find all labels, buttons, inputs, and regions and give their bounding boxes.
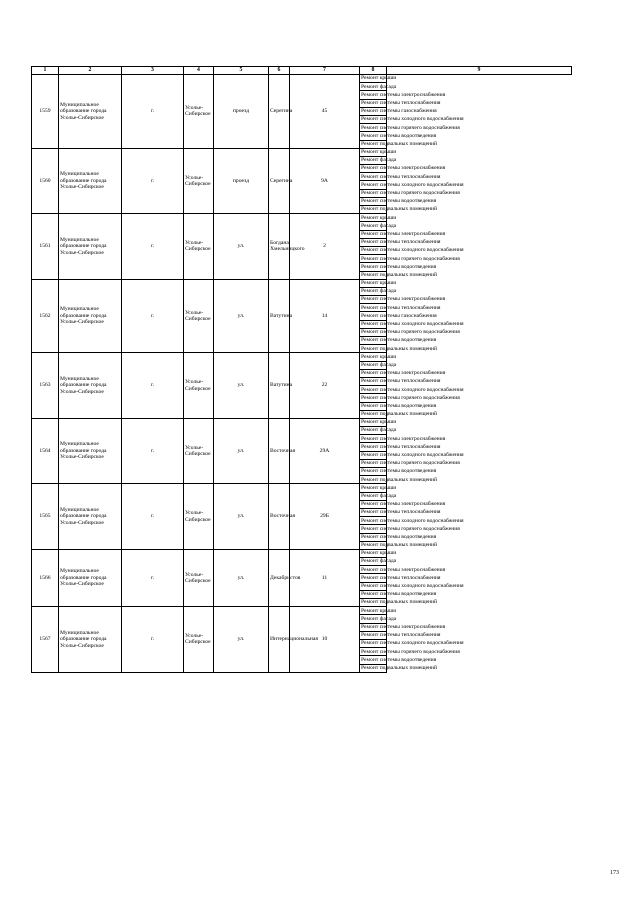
street-type: ул. — [214, 279, 269, 353]
work-type: Ремонт системы холодного водоснабжения — [361, 583, 464, 589]
work-type: Ремонт фасада — [361, 361, 397, 368]
work-type: Ремонт системы горячего водоснабжения — [361, 255, 460, 262]
street-name: Ватутина — [269, 279, 290, 353]
table-row — [32, 549, 572, 557]
work-type: Ремонт крыши — [361, 607, 397, 614]
work-type: Ремонт системы холодного водоснабжения — [361, 640, 464, 647]
settlement-type: г. — [122, 148, 184, 214]
work-type: Ремонт системы теплоснабжения — [361, 378, 441, 385]
work-type: Ремонт фасада — [361, 83, 397, 90]
work-type: Ремонт фасада — [361, 615, 397, 622]
settlement-name: Усолье-Сибирское — [184, 607, 214, 673]
settlement-name: Усолье-Сибирское — [184, 214, 214, 280]
work-type: Ремонт крыши — [361, 280, 397, 287]
settlement-type: г. — [122, 214, 184, 280]
street-name: Декабристов — [269, 549, 290, 606]
work-type: Ремонт подвальных помещений — [361, 476, 438, 483]
work-type: Ремонт системы горячего водоснабжения — [361, 124, 460, 131]
work-type: Ремонт системы водоотведения — [361, 198, 437, 205]
house-number: 14 — [290, 279, 360, 353]
header-row — [32, 67, 572, 75]
work-type: Ремонт системы электроснабжения — [361, 165, 446, 172]
house-number: 10 — [290, 607, 360, 673]
column-header: 3 — [122, 67, 184, 75]
settlement-type: г. — [122, 279, 184, 353]
municipality-name: Муниципальное образование города Усолье-Сибирское — [59, 484, 122, 550]
column-header: 8 — [360, 67, 387, 75]
work-type: Ремонт системы теплоснабжения — [361, 239, 441, 246]
work-type: Ремонт системы электроснабжения — [361, 501, 446, 508]
column-header: 7 — [290, 67, 360, 75]
work-type: Ремонт системы холодного водоснабжения — [361, 247, 464, 254]
work-type: Ремонт подвальных помещений — [361, 542, 438, 549]
street-type: ул. — [214, 549, 269, 606]
work-type: Ремонт крыши — [361, 149, 397, 156]
settlement-name: Усолье-Сибирское — [184, 148, 214, 214]
work-type: Ремонт системы электроснабжения — [361, 566, 446, 573]
municipality-name: Муниципальное образование города Усолье-Сибирское — [59, 353, 122, 419]
record-number: 1563 — [32, 353, 59, 419]
work-type: Ремонт системы теплоснабжения — [361, 632, 441, 639]
work-type: Ремонт системы водоотведения — [361, 263, 437, 270]
work-type: Ремонт подвальных помещений — [361, 599, 438, 606]
column-header: 1 — [32, 67, 59, 75]
house-number: 22 — [290, 353, 360, 419]
work-type: Ремонт фасада — [361, 558, 397, 565]
work-type: Ремонт крыши — [361, 550, 397, 557]
municipality-name: Муниципальное образование города Усолье-Сибирское — [59, 148, 122, 214]
work-type: Ремонт системы теплоснабжения — [361, 443, 441, 450]
work-type: Ремонт системы горячего водоснабжения — [361, 329, 460, 336]
street-type: проезд — [214, 75, 269, 149]
street-name: Интернациональная — [269, 607, 290, 673]
work-type: Ремонт системы холодного водоснабжения — [361, 321, 464, 327]
street-type: ул. — [214, 484, 269, 550]
column-header: 4 — [184, 67, 214, 75]
work-type: Ремонт системы теплоснабжения — [361, 509, 441, 516]
settlement-type: г. — [122, 75, 184, 149]
street-name: Восточная — [269, 418, 290, 484]
work-type: Ремонт системы водоотведения — [361, 656, 437, 663]
municipality-name: Муниципальное образование города Усолье-Сибирское — [59, 549, 122, 606]
street-name: Богдана Хмельницкого — [269, 214, 290, 280]
work-type: Ремонт системы холодного водоснабжения — [361, 517, 464, 524]
municipality-name: Муниципальное образование города Усолье-Сибирское — [59, 279, 122, 353]
work-type: Ремонт системы водоотведения — [361, 132, 437, 139]
work-type: Ремонт крыши — [361, 419, 397, 426]
table-row — [32, 418, 572, 426]
record-number: 1559 — [32, 75, 59, 149]
municipality-name: Муниципальное образование города Усолье-Сибирское — [59, 607, 122, 673]
work-type: Ремонт подвальных помещений — [361, 411, 438, 418]
work-type: Ремонт системы электроснабжения — [361, 623, 446, 630]
work-type: Ремонт системы газоснабжения — [361, 108, 437, 115]
municipality-name: Муниципальное образование города Усолье-Сибирское — [59, 214, 122, 280]
work-type: Ремонт системы электроснабжения — [361, 230, 446, 237]
work-type: Ремонт крыши — [361, 75, 397, 82]
column-header: 2 — [59, 67, 122, 75]
work-type: Ремонт крыши — [361, 484, 397, 491]
column-header: 9 — [387, 67, 572, 75]
street-type: ул. — [214, 353, 269, 419]
record-number: 1566 — [32, 549, 59, 606]
record-number: 1560 — [32, 148, 59, 214]
table-row — [32, 607, 572, 615]
table-row — [32, 279, 572, 287]
street-name: Ватутина — [269, 353, 290, 419]
page-number: 173 — [610, 870, 619, 876]
municipality-name: Муниципальное образование города Усолье-Сибирское — [59, 75, 122, 149]
settlement-name: Усолье-Сибирское — [184, 75, 214, 149]
settlement-name: Усолье-Сибирское — [184, 353, 214, 419]
street-name: Серегина — [269, 75, 290, 149]
settlement-name: Усолье-Сибирское — [184, 549, 214, 606]
settlement-type: г. — [122, 353, 184, 419]
street-type: ул. — [214, 607, 269, 673]
settlement-name: Усолье-Сибирское — [184, 484, 214, 550]
record-number: 1565 — [32, 484, 59, 550]
work-type: Ремонт системы электроснабжения — [361, 370, 446, 377]
work-type: Ремонт системы водоотведения — [361, 533, 437, 540]
work-type: Ремонт подвальных помещений — [361, 664, 438, 671]
record-number: 1567 — [32, 607, 59, 673]
house-number: 11 — [290, 549, 360, 606]
work-type: Ремонт фасада — [361, 427, 397, 434]
column-header: 5 — [214, 67, 269, 75]
work-type: Ремонт системы теплоснабжения — [361, 574, 441, 581]
work-type: Ремонт системы холодного водоснабжения — [361, 116, 464, 123]
record-number: 1564 — [32, 418, 59, 484]
column-header: 6 — [269, 67, 290, 75]
work-type: Ремонт системы горячего водоснабжения — [361, 190, 460, 196]
table-row — [32, 148, 572, 156]
work-type: Ремонт системы водоотведения — [361, 591, 437, 598]
house-number: 29А — [290, 418, 360, 484]
work-type: Ремонт фасада — [361, 222, 397, 229]
work-type: Ремонт системы теплоснабжения — [361, 173, 441, 180]
settlement-type: г. — [122, 549, 184, 606]
table-row — [32, 353, 572, 361]
house-number: 45 — [290, 75, 360, 149]
street-name: Серегина — [269, 148, 290, 214]
work-type: Ремонт системы водоотведения — [361, 468, 437, 475]
work-type: Ремонт системы водоотведения — [361, 402, 437, 409]
record-number: 1561 — [32, 214, 59, 280]
work-type: Ремонт фасада — [361, 157, 397, 164]
work-type: Ремонт системы горячего водоснабжения — [361, 525, 460, 532]
work-type: Ремонт системы теплоснабжения — [361, 99, 441, 106]
house-number: 29Б — [290, 484, 360, 550]
settlement-type: г. — [122, 484, 184, 550]
registry-table — [31, 66, 572, 673]
settlement-type: г. — [122, 607, 184, 673]
house-number: 2 — [290, 214, 360, 280]
work-type: Ремонт системы горячего водоснабжения — [361, 460, 460, 467]
settlement-name: Усолье-Сибирское — [184, 279, 214, 353]
work-type: Ремонт системы газоснабжения — [361, 312, 437, 319]
work-type: Ремонт системы холодного водоснабжения — [361, 181, 464, 188]
work-type: Ремонт подвальных помещений — [361, 206, 438, 213]
work-type: Ремонт крыши — [361, 214, 397, 221]
work-type: Ремонт фасада — [361, 492, 397, 499]
work-type: Ремонт системы горячего водоснабжения — [361, 394, 460, 401]
work-type: Ремонт подвальных помещений — [361, 345, 438, 352]
table-row — [32, 75, 572, 83]
work-type: Ремонт системы холодного водоснабжения — [361, 386, 464, 393]
street-type: ул. — [214, 214, 269, 280]
street-type: проезд — [214, 148, 269, 214]
street-name: Восточная — [269, 484, 290, 550]
work-type: Ремонт системы электроснабжения — [361, 296, 446, 303]
work-type: Ремонт системы горячего водоснабжения — [361, 648, 460, 655]
house-number: 9А — [290, 148, 360, 214]
work-type: Ремонт системы электроснабжения — [361, 91, 446, 98]
municipality-name: Муниципальное образование города Усолье-Сибирское — [59, 418, 122, 484]
work-type: Ремонт подвальных помещений — [361, 140, 438, 147]
street-type: ул. — [214, 418, 269, 484]
work-type: Ремонт системы электроснабжения — [361, 435, 446, 442]
work-type: Ремонт системы водоотведения — [361, 337, 437, 344]
table-row — [32, 214, 572, 222]
work-type: Ремонт крыши — [361, 353, 397, 360]
work-type: Ремонт системы холодного водоснабжения — [361, 452, 464, 458]
settlement-name: Усолье-Сибирское — [184, 418, 214, 484]
work-type: Ремонт системы теплоснабжения — [361, 304, 441, 311]
settlement-type: г. — [122, 418, 184, 484]
record-number: 1562 — [32, 279, 59, 353]
registry-body — [32, 75, 572, 673]
table-row — [32, 484, 572, 492]
work-type: Ремонт подвальных помещений — [361, 271, 438, 278]
work-type: Ремонт фасада — [361, 288, 397, 295]
